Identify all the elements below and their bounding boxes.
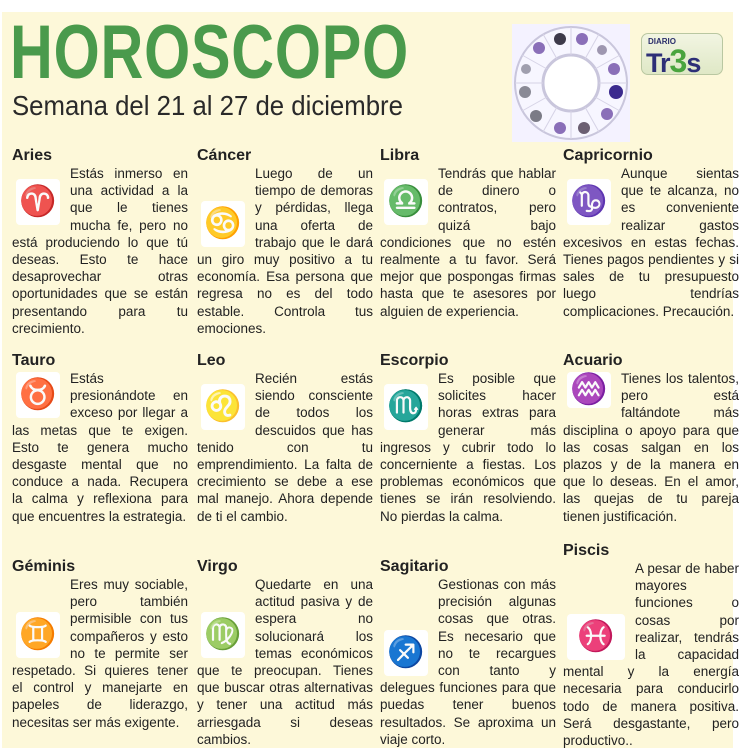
bull-icon: ♉ xyxy=(16,372,60,418)
logo-small-text: DIARIO xyxy=(648,37,676,46)
logo-main-text xyxy=(646,43,700,80)
scorpion-icon: ♏ xyxy=(384,384,428,430)
sign-text xyxy=(380,370,556,525)
ram-icon: ♈ xyxy=(16,179,60,225)
water-drop-icon: ♒ xyxy=(567,372,611,408)
sign-name: Leo xyxy=(197,352,226,369)
sign-name: Escorpio xyxy=(380,352,449,369)
sign-text-body: Tienes los talentos, pero está faltándote más disciplina o apoyo para que las cosas salgan en los plazos y de la manera en que lo deseas. En el amor, las quejas de tu pareja tienen justificación. xyxy=(563,371,739,524)
sign-text-body: Eres muy sociable, pero también permisible con tus compañeros y esto no te permite ser respetado. Si quieres tener el control y manejarte en papeles de liderazgo, necesitas ser más exigente. xyxy=(12,577,188,730)
sign-name: Libra xyxy=(380,147,420,164)
diario-tres-logo xyxy=(641,33,723,79)
sign-name: Piscis xyxy=(563,542,610,559)
sign-text xyxy=(563,165,739,320)
sign-libra xyxy=(380,146,556,320)
sign-text xyxy=(197,370,373,525)
sign-tauro xyxy=(12,351,188,525)
sign-name: Sagitario xyxy=(380,558,449,575)
sign-text-body: Quedarte en una actitud pasiva y de espera no solucionará los temas económicos que te preocupan. Tienes que buscar otras alternativas y tener una actitud más arriesgada si deseas cambios. xyxy=(197,577,373,747)
sign-piscis xyxy=(563,541,739,749)
sign-text xyxy=(563,370,739,525)
sign-text-body: A pesar de haber mayores funciones o cosas por realizar, tendrás la capacidad mental y la energía necesaria para conducirlo todo de manera positiva. Será desgastante, pero productivo.. xyxy=(563,561,739,749)
sign-cancer xyxy=(197,146,373,337)
sign-text-body: Estás presionándote en exceso por llegar a las metas que te exigen. Esto te genera mucho desgaste mental que no conduce a nada. Recupera la calma y reflexiona para que encuentres la estrategia. xyxy=(12,371,188,524)
sign-escorpio xyxy=(380,351,556,525)
crab-icon: ♋ xyxy=(201,201,245,247)
sign-geminis xyxy=(12,557,188,731)
archer-icon: ♐ xyxy=(384,630,428,676)
sign-name: Tauro xyxy=(12,352,56,369)
sign-text-body: Aunque sientas que te alcanza, no es conveniente realizar gastos excesivos en estas fechas. Tienes pagos pendientes y si sales de tu presupuesto luego tendrías complicaciones. Precaución. xyxy=(563,166,739,319)
sign-virgo xyxy=(197,557,373,748)
sign-text xyxy=(563,560,739,749)
sign-name: Acuario xyxy=(563,352,623,369)
lion-icon: ♌ xyxy=(201,384,245,430)
sign-acuario xyxy=(563,351,739,525)
sign-text-body: Estás inmerso en una actividad a la que le tienes mucha fe, pero no está produciendo lo que tú deseas. Esto te hace desaprovechar otras oportunidades que se están presentando para tu crecimiento. xyxy=(12,166,188,336)
sign-text xyxy=(12,165,188,337)
zodiac-wheel-icon xyxy=(512,24,630,142)
sign-text xyxy=(380,576,556,748)
sign-text-body: Es posible que solicites hacer horas extras para generar más ingresos y cubrir todo lo concerniente a fiestas. Los problemas económicos que tienes se irán resolviendo. No pierdas la calma. xyxy=(380,371,556,524)
sign-leo xyxy=(197,351,373,525)
scales-icon: ♎ xyxy=(384,179,428,225)
sign-text-body: Gestionas con más precisión algunas cosas que otras. Es necesario que no te recargues con tanto y delegues funciones para que puedas tener buenos resultados. Se aproxima un viaje corto. xyxy=(380,577,556,747)
sign-sagitario xyxy=(380,557,556,748)
sign-aries xyxy=(12,146,188,337)
twins-icon: ♊ xyxy=(16,612,60,658)
sign-name: Capricornio xyxy=(563,147,653,164)
sign-name: Virgo xyxy=(197,558,238,575)
fish-icon: ♓ xyxy=(567,614,625,660)
sign-text-body: Tendrás que hablar de dinero o contratos, pero quizá bajo condiciones que no estén realmente a tu favor. Será mejor que pospongas firmas hasta que te asesores por alguien de experiencia. xyxy=(380,166,556,319)
sign-name: Cáncer xyxy=(197,147,252,164)
maiden-icon: ♍ xyxy=(201,612,245,658)
logo-prefix: Tr xyxy=(646,48,670,78)
sign-text-body: Luego de un tiempo de demoras y pérdidas, llega una oferta de trabajo que le dará un giro muy positivo a tu economía. Esa persona que regresa no es del todo estable. Controla tus emociones. xyxy=(197,166,373,336)
sign-capricornio xyxy=(563,146,739,320)
week-subtitle: Semana del 21 al 27 de diciembre xyxy=(12,90,403,121)
sign-text xyxy=(197,165,373,337)
logo-suffix: s xyxy=(686,48,701,78)
sign-text xyxy=(12,576,188,731)
sign-text xyxy=(197,576,373,748)
sign-name: Géminis xyxy=(12,558,76,575)
goat-icon: ♑ xyxy=(567,179,611,225)
page-title: HOROSCOPO xyxy=(10,10,409,95)
sign-text xyxy=(380,165,556,320)
sign-text-body: Recién estás siendo consciente de todos los descuidos que has tenido con tu emprendimiento. La falta de crecimiento se debe a ese mal manejo. Ahora depende de ti el cambio. xyxy=(197,371,373,524)
logo-digit: 3 xyxy=(669,43,687,79)
sign-text xyxy=(12,370,188,525)
sign-name: Aries xyxy=(12,147,53,164)
